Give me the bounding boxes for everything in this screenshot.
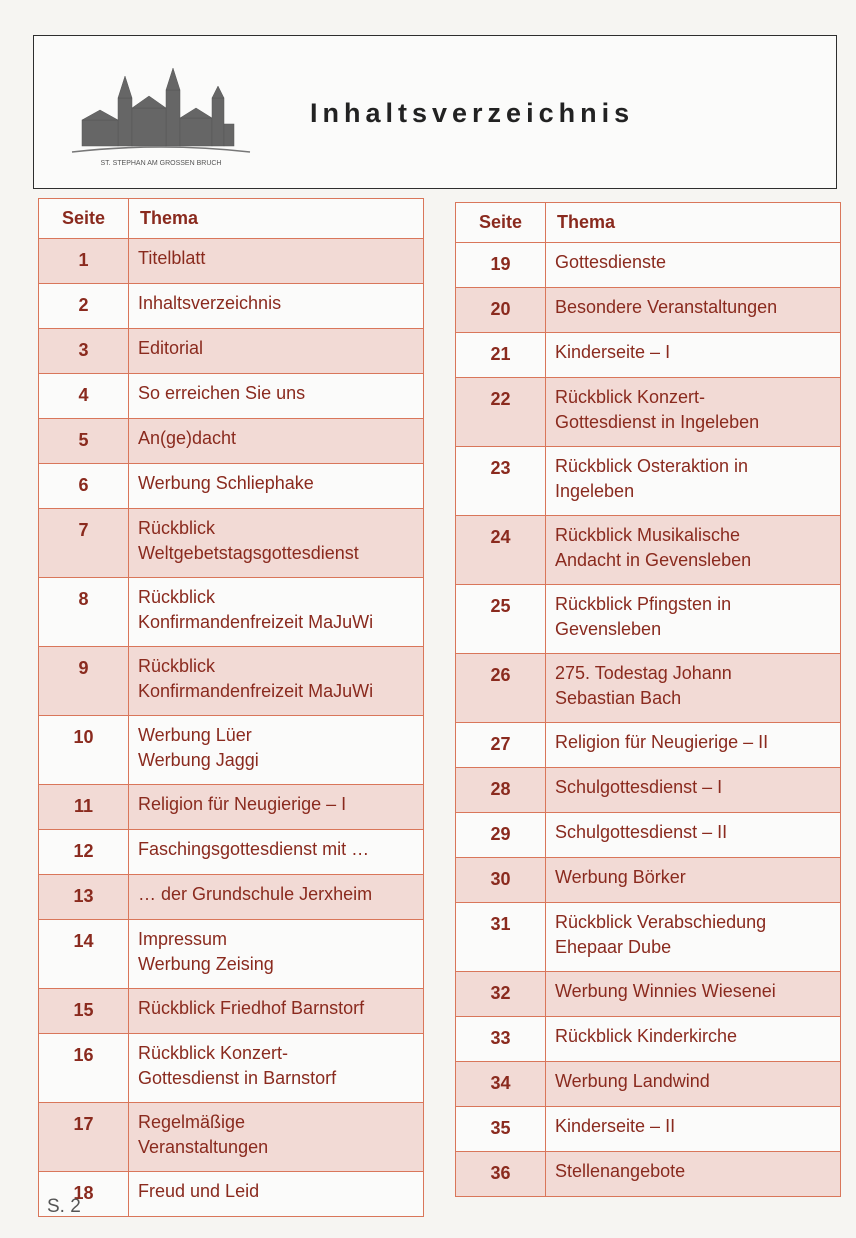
page-number-cell: 3 [39,329,129,374]
toc-table-left [38,198,424,1217]
topic-cell [129,1034,424,1103]
topic-cell [129,239,424,284]
table-row [39,875,424,920]
table-header-row [456,203,841,243]
table-row [39,509,424,578]
topic-line: Rückblick [138,587,216,607]
table-row [39,785,424,830]
topic-line: Rückblick [138,518,216,538]
page-number-cell: 9 [39,647,129,716]
topic-line: Regelmäßige [138,1112,246,1132]
topic-cell [129,647,424,716]
table-row [456,858,841,903]
page-number-cell: 35 [456,1107,546,1152]
table-row [456,447,841,516]
page-number-cell: 22 [456,378,546,447]
topic-cell [546,447,841,516]
topic-line-2: Gottesdienst in Ingeleben [555,412,760,432]
topic-line: Rückblick Osteraktion in [555,456,749,476]
topic-cell [546,1107,841,1152]
page-number-cell: 6 [39,464,129,509]
topic-cell [546,1152,841,1197]
table-row [39,920,424,989]
page-number-cell: 34 [456,1062,546,1107]
topic-line-2: Ehepaar Dube [555,937,672,957]
topic-cell [546,516,841,585]
topic-line: Werbung Lüer [138,725,252,745]
church-logo-icon [66,68,256,168]
table-row [456,813,841,858]
page-number-cell: 10 [39,716,129,785]
page-number-cell: 11 [39,785,129,830]
topic-line-2: Werbung Jaggi [138,750,259,770]
topic-line: Rückblick Pfingsten in [555,594,732,614]
topic-line: Stellenangebote [555,1161,686,1181]
topic-line: Editorial [138,338,204,358]
page-number-cell: 23 [456,447,546,516]
page-number-cell: 5 [39,419,129,464]
table-row [39,284,424,329]
table-row [39,464,424,509]
table-row [39,1034,424,1103]
topic-line: So erreichen Sie uns [138,383,306,403]
topic-line: Inhaltsverzeichnis [138,293,282,313]
topic-line: Werbung Winnies Wiesenei [555,981,776,1001]
topic-line-2: Andacht in Gevensleben [555,550,752,570]
column-header-topic: Thema [546,203,841,243]
page-number-cell: 1 [39,239,129,284]
header-box [33,35,837,189]
topic-line-2: Gottesdienst in Barnstorf [138,1068,337,1088]
page-number-footer: S. 2 [47,1196,81,1217]
topic-cell [546,723,841,768]
topic-line-2: Konfirmandenfreizeit MaJuWi [138,681,374,701]
page-number-cell: 31 [456,903,546,972]
topic-cell [129,920,424,989]
topic-cell [129,464,424,509]
topic-line: Freud und Leid [138,1181,260,1201]
topic-line: … der Grundschule Jerxheim [138,884,373,904]
table-row [39,578,424,647]
table-row [456,768,841,813]
page-number-cell: 4 [39,374,129,419]
column-header-page: Seite [456,203,546,243]
page-number-cell: 30 [456,858,546,903]
page-number-cell: 32 [456,972,546,1017]
table-row [39,989,424,1034]
topic-cell [129,374,424,419]
topic-cell [129,578,424,647]
table-row [39,830,424,875]
topic-cell [546,288,841,333]
page-title: Inhaltsverzeichnis [310,98,635,128]
page-number-cell: 27 [456,723,546,768]
page-number-cell: 16 [39,1034,129,1103]
topic-line: Religion für Neugierige – I [138,794,347,814]
page-number-cell: 28 [456,768,546,813]
topic-cell [546,333,841,378]
topic-line: 275. Todestag Johann [555,663,732,683]
topic-cell [129,1172,424,1217]
topic-line-2: Konfirmandenfreizeit MaJuWi [138,612,374,632]
topic-cell [546,1062,841,1107]
topic-line-2: Ingeleben [555,481,635,501]
column-header-topic: Thema [129,199,424,239]
topic-line: Kinderseite – II [555,1116,676,1136]
topic-line-2: Weltgebetstagsgottesdienst [138,543,359,563]
table-row [39,1172,424,1217]
topic-cell [546,243,841,288]
page-number-cell: 7 [39,509,129,578]
page-number-cell: 19 [456,243,546,288]
table-row [39,329,424,374]
topic-cell [129,419,424,464]
table-row [39,419,424,464]
topic-line: Schulgottesdienst – II [555,822,728,842]
page-number-cell: 17 [39,1103,129,1172]
table-row [456,972,841,1017]
page-number-cell: 29 [456,813,546,858]
topic-cell [129,509,424,578]
topic-cell [546,1017,841,1062]
page-number-cell: 12 [39,830,129,875]
topic-line: Rückblick Friedhof Barnstorf [138,998,365,1018]
topic-line: Gottesdienste [555,252,667,272]
topic-cell [129,989,424,1034]
topic-cell [546,972,841,1017]
table-row [456,585,841,654]
topic-line: Rückblick Konzert- [138,1043,289,1063]
page-number-cell: 21 [456,333,546,378]
topic-cell [129,785,424,830]
table-row [39,239,424,284]
table-row [456,288,841,333]
topic-line: Rückblick Kinderkirche [555,1026,738,1046]
topic-line: Rückblick Verabschiedung [555,912,767,932]
page-number-cell: 2 [39,284,129,329]
topic-line: Religion für Neugierige – II [555,732,769,752]
page-number-cell: 15 [39,989,129,1034]
topic-line: Impressum [138,929,228,949]
topic-line: Werbung Schliephake [138,473,314,493]
topic-line: Werbung Landwind [555,1071,710,1091]
page-number-cell: 36 [456,1152,546,1197]
table-row [456,903,841,972]
toc-table-right [455,202,841,1197]
table-row [456,243,841,288]
topic-line: Werbung Börker [555,867,686,887]
page-number-cell: 33 [456,1017,546,1062]
table-row [39,716,424,785]
topic-line-2: Werbung Zeising [138,954,274,974]
topic-line: Schulgottesdienst – I [555,777,723,797]
page-number-cell: 25 [456,585,546,654]
column-header-page: Seite [39,199,129,239]
topic-line: Rückblick Konzert- [555,387,706,407]
topic-line-2: Gevensleben [555,619,662,639]
topic-cell [129,1103,424,1172]
table-row [456,1017,841,1062]
topic-cell [546,378,841,447]
topic-line: Kinderseite – I [555,342,671,362]
topic-cell [129,875,424,920]
table-row [39,647,424,716]
page-number-cell: 18 [39,1172,129,1217]
page-number-cell: 24 [456,516,546,585]
topic-line-2: Veranstaltungen [138,1137,269,1157]
table-row [456,723,841,768]
topic-line: Rückblick Musikalische [555,525,741,545]
table-row [39,1103,424,1172]
topic-line: Titelblatt [138,248,206,268]
topic-cell [546,858,841,903]
page-number-cell: 13 [39,875,129,920]
topic-line: Besondere Veranstaltungen [555,297,778,317]
page-number-cell: 20 [456,288,546,333]
topic-cell [129,284,424,329]
topic-cell [546,813,841,858]
topic-line: Faschingsgottesdienst mit … [138,839,370,859]
topic-cell [129,329,424,374]
logo-caption: ST. STEPHAN AM GROSSEN BRUCH [100,160,222,167]
topic-line: Rückblick [138,656,216,676]
topic-line: An(ge)dacht [138,428,237,448]
page-number-cell: 8 [39,578,129,647]
table-row [456,516,841,585]
table-row [456,1152,841,1197]
table-row [456,1107,841,1152]
topic-line-2: Sebastian Bach [555,688,682,708]
topic-cell [546,585,841,654]
page-number-cell: 26 [456,654,546,723]
table-row [456,1062,841,1107]
table-row [39,374,424,419]
table-row [456,378,841,447]
table-row [456,333,841,378]
topic-cell [546,768,841,813]
topic-cell [546,654,841,723]
table-row [456,654,841,723]
topic-cell [546,903,841,972]
topic-cell [129,716,424,785]
topic-cell [129,830,424,875]
table-header-row [39,199,424,239]
page-number-cell: 14 [39,920,129,989]
